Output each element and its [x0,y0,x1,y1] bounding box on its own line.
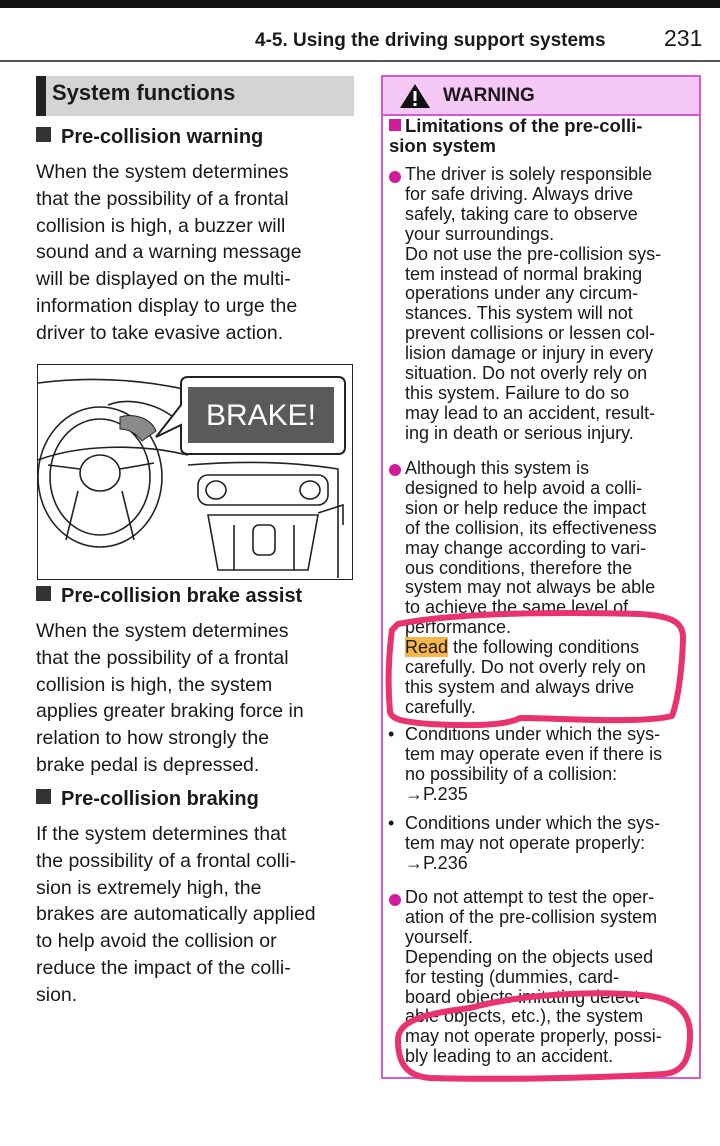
square-bullet-icon [36,586,51,601]
brake-assist-text: When the system determines that the possibility of a frontal collision is high, the system applies greater braking force in relation to how strongly the brake pedal is depressed. [36,620,304,776]
brake-assist-heading [36,585,302,608]
limitations-title [389,116,689,156]
system-functions-heading: System functions [52,80,236,105]
highlighted-word: Read [405,637,449,657]
brake-callout-text: BRAKE! [205,399,317,432]
bullet-dot-icon [389,171,401,183]
conditions-not-operate: Conditions under which the sys- tem may not operate properly: →P.236 [405,813,661,873]
pre-collision-warning-heading [36,126,263,149]
warning-item-read-conditions [405,638,693,718]
brake-assist-heading-text: Pre-collision brake assist [61,585,303,607]
section-title: 4-5. Using the driving support systems [255,30,606,51]
top-edge-bar [0,0,720,8]
small-bullet-icon: • [388,813,395,833]
square-bullet-icon [36,127,51,142]
header-rule [0,60,720,62]
square-bullet-icon [36,789,51,804]
warning-item-do-not-test: Do not attempt to test the oper- ation of the pre-collision system yourself. Depending on the objects used for testing (dummies, card- board objects imitating detect- able objects, etc.), the system may not operate properly, possi- bly leading to an accident. [405,887,662,1067]
page-header [0,22,720,58]
bullet-dot-icon [389,894,401,906]
dashboard-illustration [37,364,353,580]
braking-heading [36,788,259,811]
dashboard-drawing [38,365,351,578]
bullet-dot-icon [389,464,401,476]
small-bullet-icon: • [388,724,395,744]
system-functions-heading-box [36,76,354,116]
warning-item-effectiveness: Although this system is designed to help avoid a colli- sion or help reduce the impact of the collision, its effectiveness may change according to vari- ous conditions, therefore the system may not always be able to achieve the same level of performance. [405,458,657,638]
warning-label: WARNING [443,85,535,106]
braking-text: If the system determines that the possibility of a frontal colli- sion is extremely high, the brakes are automatically applied to help avoid the collision or reduce the impact of the colli- sion. [36,823,316,1006]
limitations-title-text: Limitations of the pre-colli- sion system [389,115,643,156]
conditions-may-operate: Conditions under which the sys- tem may operate even if there is no possibility of a collision: →P.235 [405,724,663,804]
braking-heading-text: Pre-collision braking [61,788,259,810]
pre-collision-warning-text: When the system determines that the possibility of a frontal collision is high, a buzzer will sound and a warning message will be displayed on the multi- information display to urge the driver to take evasive action. [36,161,302,344]
pre-collision-warning-heading-text: Pre-collision warning [61,126,264,148]
warning-triangle-icon [399,83,431,109]
warning-header [383,77,699,116]
magenta-square-icon [389,119,401,131]
page-number: 231 [664,25,703,51]
warning-item-driver-responsibility: The driver is solely responsible for safe driving. Always drive safely, taking care to observe your surroundings. Do not use the pre-collision sys- tem instead of normal braking operations under any circum- stances. This system will not prevent collisions or lessen col- lision damage or injury in every situation. Do not overly rely on this system. Failure to do so may lead to an accident, result- ing in death or serious injury. [405,164,662,443]
read-conditions-text: the following conditions carefully. Do not overly rely on this system and always drive carefully. [405,637,646,717]
